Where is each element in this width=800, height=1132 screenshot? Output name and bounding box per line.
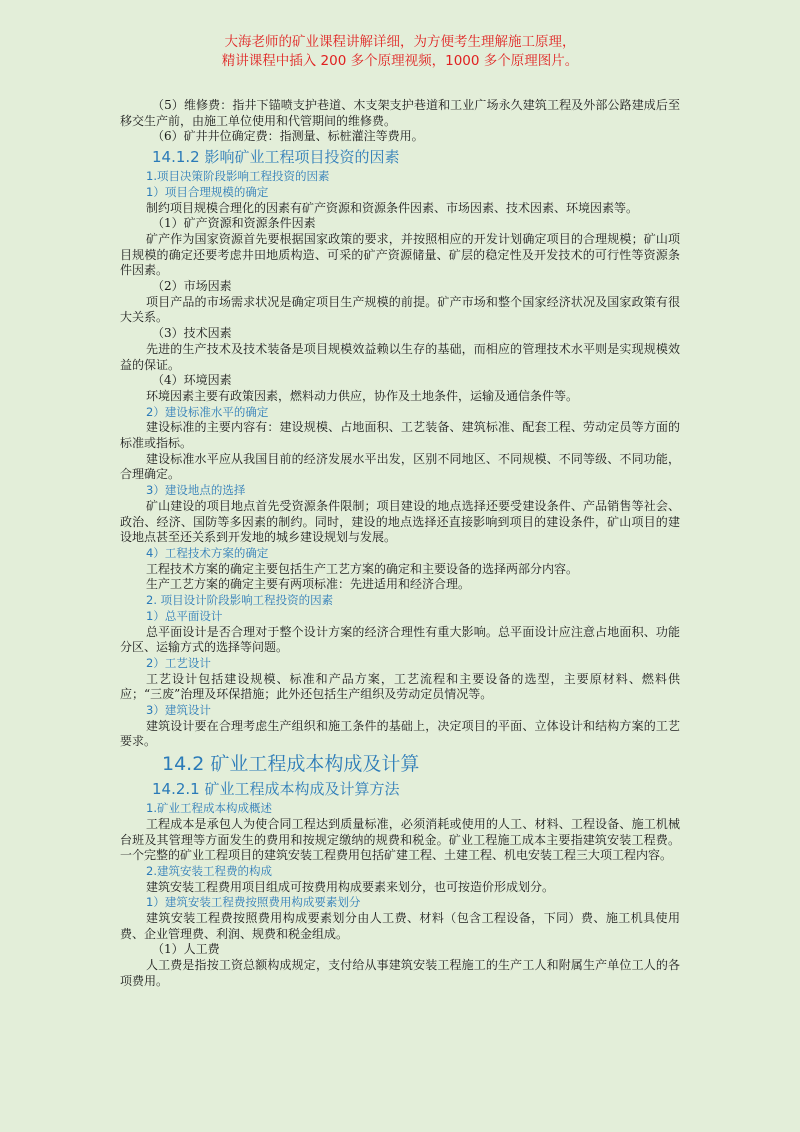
paragraph: （6）矿井井位确定费：指测量、标桩灌注等费用。 xyxy=(152,129,424,144)
item-heading: 2）建设标准水平的确定 xyxy=(146,404,269,419)
paragraph: 工程成本是承包人为使合同工程达到质量标准，必须消耗或使用的人工、材料、工程设备、施工机械台班及其管理等方面发生的费用和按规定缴纳的规费和税金。矿业工程施工成本主要指建筑安装工程费。一个完整的矿业工程项目的建筑安装工程费用包括矿建工程、土建工程、机电安装工程三大项工程内容。 xyxy=(120,816,680,863)
paragraph: 先进的生产技术及技术装备是项目规模效益赖以生存的基础，而相应的管理技术水平则是实现规模效益的保证。 xyxy=(120,341,680,372)
item-heading: 2）工艺设计 xyxy=(146,655,211,670)
subsection-heading: 2.建筑安装工程费的构成 xyxy=(146,863,272,878)
subsection-heading: 1.矿业工程成本构成概述 xyxy=(146,801,272,816)
item-heading: 3）建筑设计 xyxy=(146,703,211,718)
paragraph: 矿产作为国家资源首先要根据国家政策的要求，并按照相应的开发计划确定项目的合理规模；矿山项目规模的确定还要考虑井田地质构造、可采的矿产资源储量、矿层的稳定性及开发技术的可行性等资源条件因素。 xyxy=(120,231,680,278)
paragraph: 生产工艺方案的确定主要有两项标准：先进适用和经济合理。 xyxy=(146,577,471,592)
chapter-heading: 14.2 矿业工程成本构成及计算 xyxy=(162,753,420,776)
paragraph: 建设标准的主要内容有：建设规模、占地面积、工艺装备、建筑标准、配套工程、劳动定员等方面的标准或指标。 xyxy=(120,420,680,451)
paragraph: 建设标准水平应从我国目前的经济发展水平出发，区别不同地区、不同规模、不同等级、不同功能，合理确定。 xyxy=(120,451,680,482)
paragraph: 矿山建设的项目地点首先受资源条件限制；项目建设的地点选择还要受建设条件、产品销售等社会、政治、经济、国防等多因素的制约。同时，建设的地点选择还直接影响到项目的建设条件，矿山项目的建设地点甚至还关系到开发地的城乡建设规划与发展。 xyxy=(120,498,680,545)
paragraph: 建筑安装工程费按照费用构成要素划分由人工费、材料（包含工程设备，下同）费、施工机具使用费、企业管理费、利润、规费和税金组成。 xyxy=(120,911,680,941)
paragraph: 建筑设计要在合理考虑生产组织和施工条件的基础上，决定项目的平面、立体设计和结构方案的工艺要求。 xyxy=(120,718,680,749)
paragraph: （2）市场因素 xyxy=(152,279,232,294)
promo-banner xyxy=(0,0,800,71)
item-heading: 1）项目合理规模的确定 xyxy=(146,184,269,199)
subsection-heading: 1.项目决策阶段影响工程投资的因素 xyxy=(146,169,330,184)
paragraph: 工艺设计包括建设规模、标准和产品方案，工艺流程和主要设备的选型，主要原材料、燃料供应；“三废”治理及环保措施；此外还包括生产组织及劳动定员情况等。 xyxy=(120,671,680,702)
paragraph: 工程技术方案的确定主要包括生产工艺方案的确定和主要设备的选择两部分内容。 xyxy=(146,561,579,576)
paragraph: 人工费是指按工资总额构成规定，支付给从事建筑安装工程施工的生产工人和附属生产单位工人的各项费用。 xyxy=(120,958,680,988)
paragraph: （5）维修费：指井下锚喷支护巷道、木支架支护巷道和工业广场永久建筑工程及外部公路建成后至移交生产前，由施工单位使用和代管期间的维修费。 xyxy=(120,98,680,128)
paragraph: （1）人工费 xyxy=(152,942,220,957)
paragraph: 环境因素主要有政策因素，燃料动力供应，协作及土地条件，运输及通信条件等。 xyxy=(146,388,579,403)
paragraph: （1）矿产资源和资源条件因素 xyxy=(152,216,316,231)
paragraph: （4）环境因素 xyxy=(152,373,232,388)
paragraph: 建筑安装工程费用项目组成可按费用构成要素来划分，也可按造价形成划分。 xyxy=(146,879,555,894)
document-body xyxy=(120,98,680,990)
paragraph: （3）技术因素 xyxy=(152,326,232,341)
item-heading: 1）总平面设计 xyxy=(146,608,223,623)
banner-line-1: 大海老师的矿业课程讲解详细，为方便考生理解施工原理， xyxy=(224,34,576,50)
paragraph: 总平面设计是否合理对于整个设计方案的经济合理性有重大影响。总平面设计应注意占地面积、功能分区、运输方式的选择等问题。 xyxy=(120,624,680,655)
banner-line-2: 精讲课程中插入 200 多个原理视频，1000 多个原理图片。 xyxy=(221,53,579,69)
item-heading: 4）工程技术方案的确定 xyxy=(146,545,269,560)
section-heading: 14.2.1 矿业工程成本构成及计算方法 xyxy=(152,780,400,799)
item-heading: 1）建筑安装工程费按照费用构成要素划分 xyxy=(146,895,361,910)
section-heading: 14.1.2 影响矿业工程项目投资的因素 xyxy=(152,148,400,167)
paragraph: 项目产品的市场需求状况是确定项目生产规模的前提。矿产市场和整个国家经济状况及国家政策有很大关系。 xyxy=(120,294,680,325)
item-heading: 3）建设地点的选择 xyxy=(146,483,246,498)
paragraph: 制约项目规模合理化的因素有矿产资源和资源条件因素、市场因素、技术因素、环境因素等。 xyxy=(146,200,639,215)
subsection-heading: 2. 项目设计阶段影响工程投资的因素 xyxy=(146,593,334,608)
